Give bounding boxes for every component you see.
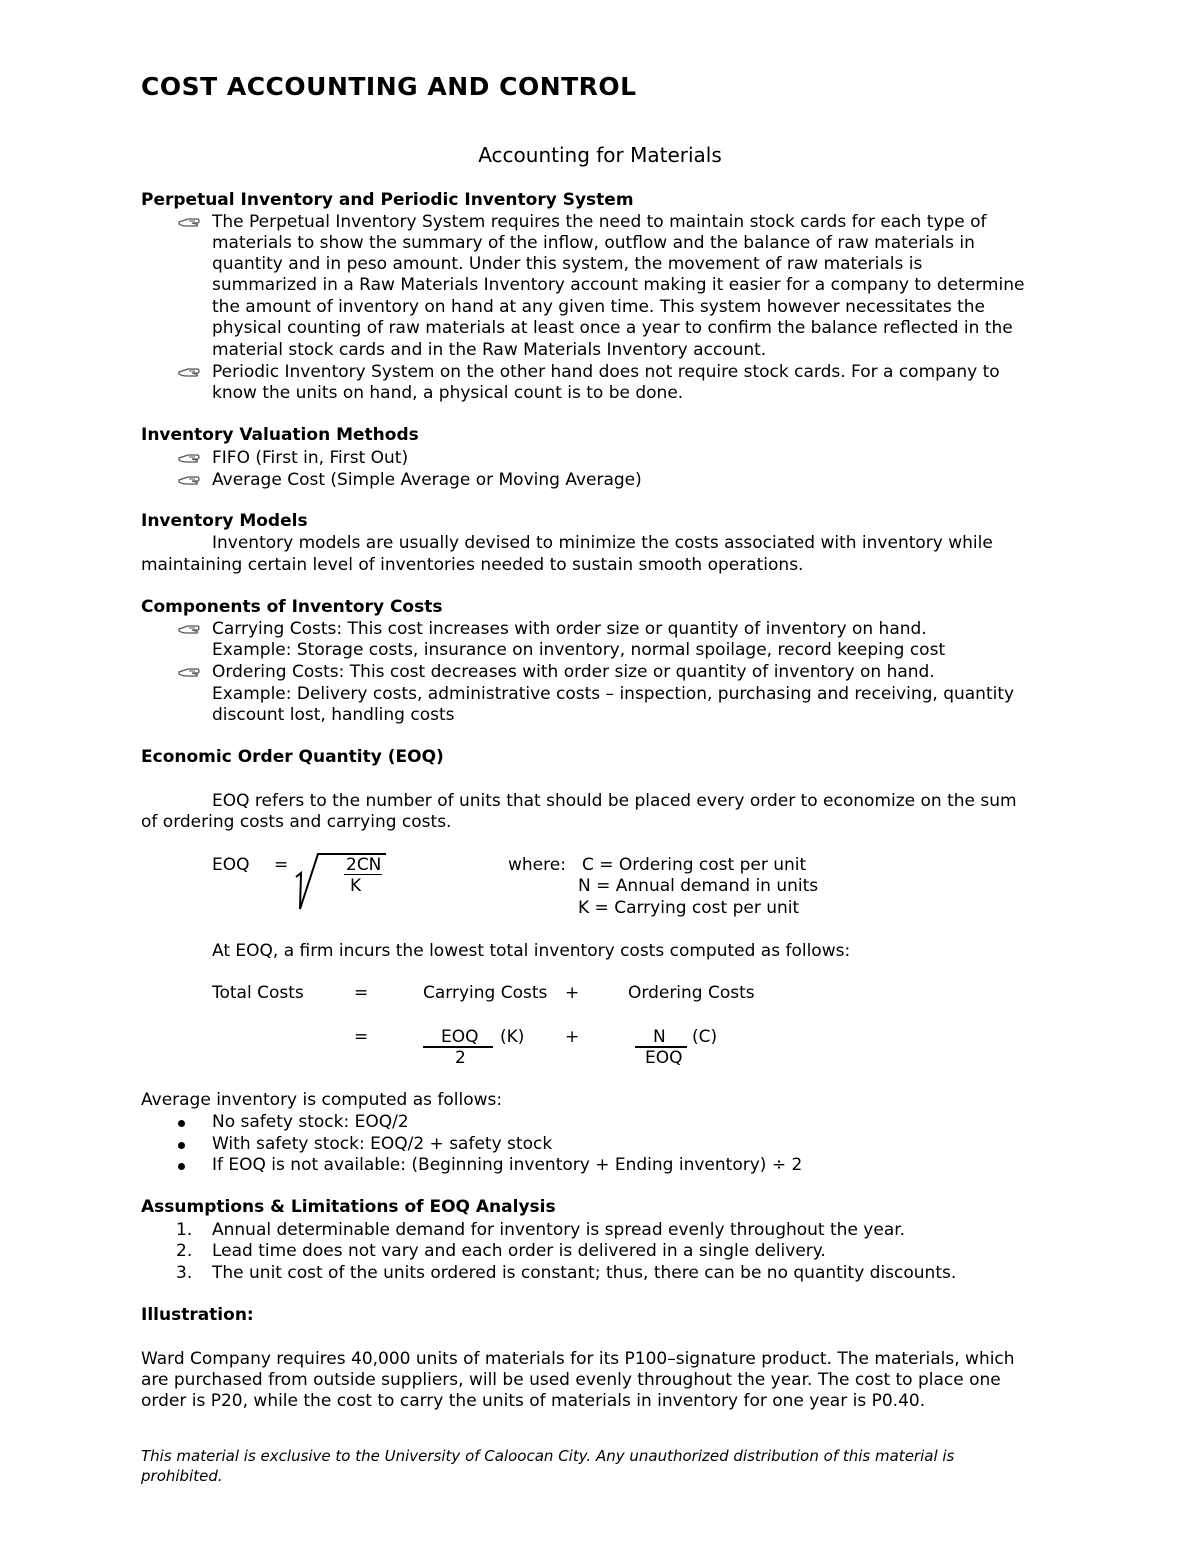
valuation-item-average: Average Cost (Simple Average or Moving Average) (212, 470, 642, 490)
average-inventory-intro: Average inventory is computed as follows: (141, 1090, 503, 1110)
fraction-2-multiplier: (C) (692, 1027, 718, 1047)
total-equals-1: = (354, 983, 369, 1003)
pointing-hand-bullet-icon (178, 216, 200, 228)
fraction-1-denominator: 2 (455, 1048, 466, 1068)
where-label: where: (508, 855, 566, 875)
section-heading-valuation: Inventory Valuation Methods (141, 425, 419, 445)
section-heading-perpetual: Perpetual Inventory and Periodic Inventory System (141, 190, 634, 210)
ordering-costs-line-3: discount lost, handling costs (212, 705, 455, 725)
eoq-intro-line-1: EOQ refers to the number of units that should be placed every order to economize on the sum (212, 791, 1017, 811)
pointing-hand-bullet-icon (178, 452, 200, 464)
section-heading-illustration: Illustration: (141, 1305, 254, 1325)
perpetual-line-5: the amount of inventory on hand at any given time. This system however necessitates the (212, 297, 986, 317)
total-equals-2: = (354, 1027, 369, 1047)
pointing-hand-bullet-icon (178, 623, 200, 635)
assumption-number-3: 3. (176, 1263, 193, 1283)
average-item-with-safety: With safety stock: EOQ/2 + safety stock (212, 1134, 553, 1154)
ordering-costs-term: Ordering Costs (628, 983, 755, 1003)
section-heading-models: Inventory Models (141, 511, 308, 531)
perpetual-line-7: material stock cards and in the Raw Materials Inventory account. (212, 340, 767, 360)
bullet-dot-icon (178, 1142, 185, 1149)
illustration-line-1: Ward Company requires 40,000 units of materials for its P100–signature product. The materials, which (141, 1349, 1015, 1369)
perpetual-line-2: materials to show the summary of the inflow, outflow and the balance of raw materials in (212, 233, 975, 253)
bullet-dot-icon (178, 1120, 185, 1127)
eoq-formula-equals: = (274, 855, 289, 875)
perpetual-line-3: quantity and in peso amount. Under this system, the movement of raw materials is (212, 254, 923, 274)
page-subtitle: Accounting for Materials (478, 143, 722, 167)
document-title: COST ACCOUNTING AND CONTROL (141, 72, 637, 101)
periodic-line-2: know the units on hand, a physical count is to be done. (212, 383, 684, 403)
fraction-1-multiplier: (K) (500, 1027, 525, 1047)
periodic-line-1: Periodic Inventory System on the other hand does not require stock cards. For a company to (212, 362, 1000, 382)
models-line-2: maintaining certain level of inventories needed to sustain smooth operations. (141, 555, 804, 575)
assumption-number-2: 2. (176, 1241, 193, 1261)
carrying-costs-line-2: Example: Storage costs, insurance on inventory, normal spoilage, record keeping cost (212, 640, 946, 660)
assumption-number-1: 1. (176, 1220, 193, 1240)
footer-notice-line-2: prohibited. (141, 1467, 223, 1485)
pointing-hand-bullet-icon (178, 666, 200, 678)
pointing-hand-bullet-icon (178, 366, 200, 378)
models-line-1: Inventory models are usually devised to minimize the costs associated with inventory while (212, 533, 993, 553)
section-heading-eoq: Economic Order Quantity (EOQ) (141, 747, 444, 767)
assumption-text-2: Lead time does not vary and each order is delivered in a single delivery. (212, 1241, 826, 1261)
valuation-item-fifo: FIFO (First in, First Out) (212, 448, 409, 468)
eoq-denominator: K (350, 876, 362, 896)
total-costs-label: Total Costs (212, 983, 304, 1003)
perpetual-line-1: The Perpetual Inventory System requires the need to maintain stock cards for each type of (212, 212, 987, 232)
definition-c: C = Ordering cost per unit (582, 855, 807, 875)
ordering-costs-line-2: Example: Delivery costs, administrative costs – inspection, purchasing and receiving, quantity (212, 684, 1015, 704)
eoq-formula-lhs: EOQ (212, 855, 250, 875)
definition-n: N = Annual demand in units (578, 876, 819, 896)
bullet-dot-icon (178, 1163, 185, 1170)
carrying-costs-term: Carrying Costs (423, 983, 548, 1003)
footer-notice-line-1: This material is exclusive to the University of Caloocan City. Any unauthorized distribution of this material is (141, 1447, 955, 1465)
carrying-costs-line-1: Carrying Costs: This cost increases with order size or quantity of inventory on hand. (212, 619, 927, 639)
average-item-no-safety: No safety stock: EOQ/2 (212, 1112, 409, 1132)
section-heading-components: Components of Inventory Costs (141, 597, 443, 617)
fraction-2-denominator: EOQ (645, 1048, 683, 1068)
definition-k: K = Carrying cost per unit (578, 898, 800, 918)
perpetual-line-4: summarized in a Raw Materials Inventory account making it easier for a company to determine (212, 275, 1025, 295)
fraction-1-numerator: EOQ (441, 1027, 479, 1047)
ordering-costs-line-1: Ordering Costs: This cost decreases with order size or quantity of inventory on hand. (212, 662, 935, 682)
fraction-2-numerator: N (653, 1027, 666, 1047)
fraction-bar (344, 874, 382, 875)
pointing-hand-bullet-icon (178, 474, 200, 486)
section-heading-assumptions: Assumptions & Limitations of EOQ Analysis (141, 1197, 556, 1217)
lowest-cost-line: At EOQ, a firm incurs the lowest total inventory costs computed as follows: (212, 941, 851, 961)
illustration-line-3: order is P20, while the cost to carry the units of materials in inventory for one year is P0.40. (141, 1391, 926, 1411)
total-plus-2: + (565, 1027, 580, 1047)
eoq-intro-line-2: of ordering costs and carrying costs. (141, 812, 452, 832)
eoq-numerator: 2CN (346, 855, 382, 875)
illustration-line-2: are purchased from outside suppliers, will be used evenly throughout the year. The cost to place one (141, 1370, 1001, 1390)
total-plus-1: + (565, 983, 580, 1003)
average-item-no-eoq: If EOQ is not available: (Beginning inventory + Ending inventory) ÷ 2 (212, 1155, 803, 1175)
assumption-text-3: The unit cost of the units ordered is constant; thus, there can be no quantity discounts. (212, 1263, 957, 1283)
perpetual-line-6: physical counting of raw materials at least once a year to confirm the balance reflected in the (212, 318, 1013, 338)
assumption-text-1: Annual determinable demand for inventory is spread evenly throughout the year. (212, 1220, 906, 1240)
